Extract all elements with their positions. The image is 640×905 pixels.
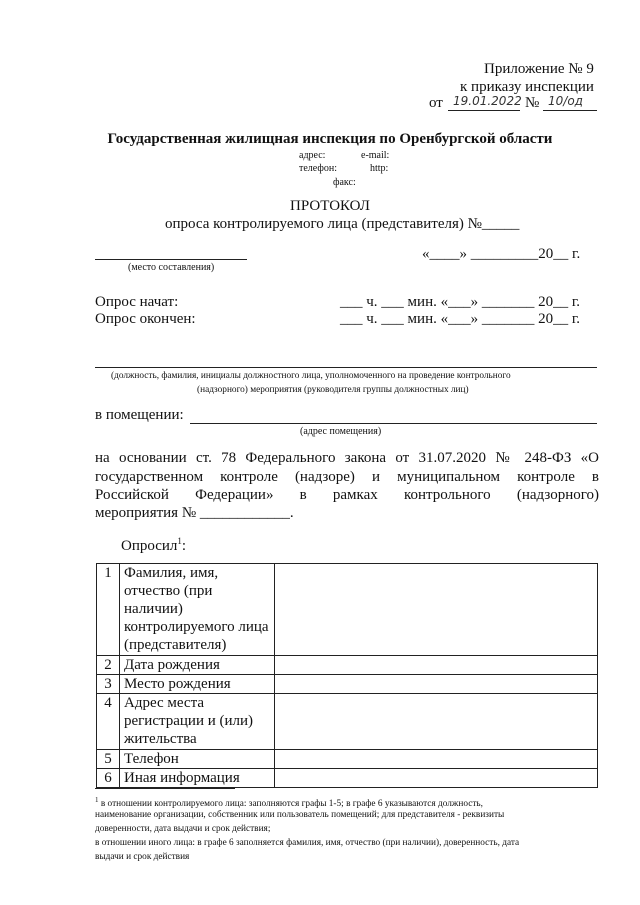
row-label: Место рождения [120,675,275,694]
row-number: 2 [97,656,120,675]
row-number: 1 [97,564,120,656]
interview-end-label: Опрос окончен: [95,311,196,327]
table-row [97,564,598,656]
footnote-line-1: $^1$ в отношении контролируемого лица: заполняются графы 1-5; в графе 6 указываются должность, [95,796,483,810]
row-value-cell[interactable] [275,769,598,788]
org-phone-label: телефон: [299,163,337,174]
row-value-cell[interactable] [275,656,598,675]
interview-start-label: Опрос начат: [95,294,179,310]
row-label: Телефон [120,750,275,769]
org-http-label: http: [370,163,389,174]
row-number: 5 [97,750,120,769]
org-fax-label: факс: [333,177,356,188]
footnote-line-5: выдачи и срок действия [95,852,190,862]
protocol-subtitle: опроса контролируемого лица (представителя) №_____ [165,216,520,232]
org-email-label: e-mail: [361,150,390,161]
interview-data-table [96,563,598,788]
basis-line-3: Российской Федерации» в рамках контрольного (надзорного) [95,487,599,503]
row-number: 4 [97,694,120,750]
premises-label: в помещении: [95,407,184,423]
basis-line-1: на основании ст. 78 Федерального закона от 31.07.2020 № 248-ФЗ «О [95,450,599,466]
row-value-cell[interactable] [275,694,598,750]
footnote-line-3: доверенности, дата выдачи и срок действия; [95,824,271,834]
protocol-title: ПРОТОКОЛ [290,198,370,214]
table-row [97,675,598,694]
table-row [97,656,598,675]
row-value-cell[interactable] [275,675,598,694]
order-from-label: от [429,95,443,111]
place-caption: (место составления) [128,262,215,273]
basis-line-4: мероприятия № ____________. [95,505,294,521]
order-number-label: № [525,95,540,111]
table-row [97,694,598,750]
interview-start-value: ___ ч. ___ мин. «___» _______ 20__ г. [340,294,581,310]
interview-end-value: ___ ч. ___ мин. «___» _______ 20__ г. [340,311,581,327]
premises-caption: (адрес помещения) [300,426,382,437]
basis-line-2: государственном контроле (надзоре) и муниципальном контроле в [95,469,599,485]
row-value-cell[interactable] [275,750,598,769]
row-value-cell[interactable] [275,564,598,656]
footnote-line-4: в отношении иного лица: в графе 6 заполняется фамилия, имя, отчество (при наличии), доверенность, дата [95,838,520,848]
footnote-line-2: наименование организации, собственник или пользователь помещений; для представителя - реквизиты [95,810,505,820]
order-date-handwritten: 19.01.2022 [453,94,522,108]
row-label: Дата рождения [120,656,275,675]
appendix-label: Приложение № 9 [484,61,594,77]
row-label: Фамилия, имя, отчество (при наличии) контролируемого лица (представителя) [120,564,275,656]
table-row [97,769,598,788]
row-number: 3 [97,675,120,694]
official-caption-1: (должность, фамилия, инициалы должностного лица, уполномоченного на проведение контрольного [111,371,511,381]
row-label: Адрес места регистрации и (или) жительства [120,694,275,750]
org-address-label: адрес: [299,150,326,161]
row-label: Иная информация [120,769,275,788]
order-number-handwritten: 10/од [548,94,583,108]
order-label: к приказу инспекции [460,79,594,95]
interviewed-label: Опросил$^1$: [121,536,187,554]
official-caption-2: (надзорного) мероприятия (руководителя группы должностных лиц) [197,385,469,395]
place-date-line: «____» _________20__ г. [422,246,581,262]
org-name: Государственная жилищная инспекция по Оренбургской области [107,131,553,147]
table-row [97,750,598,769]
row-number: 6 [97,769,120,788]
